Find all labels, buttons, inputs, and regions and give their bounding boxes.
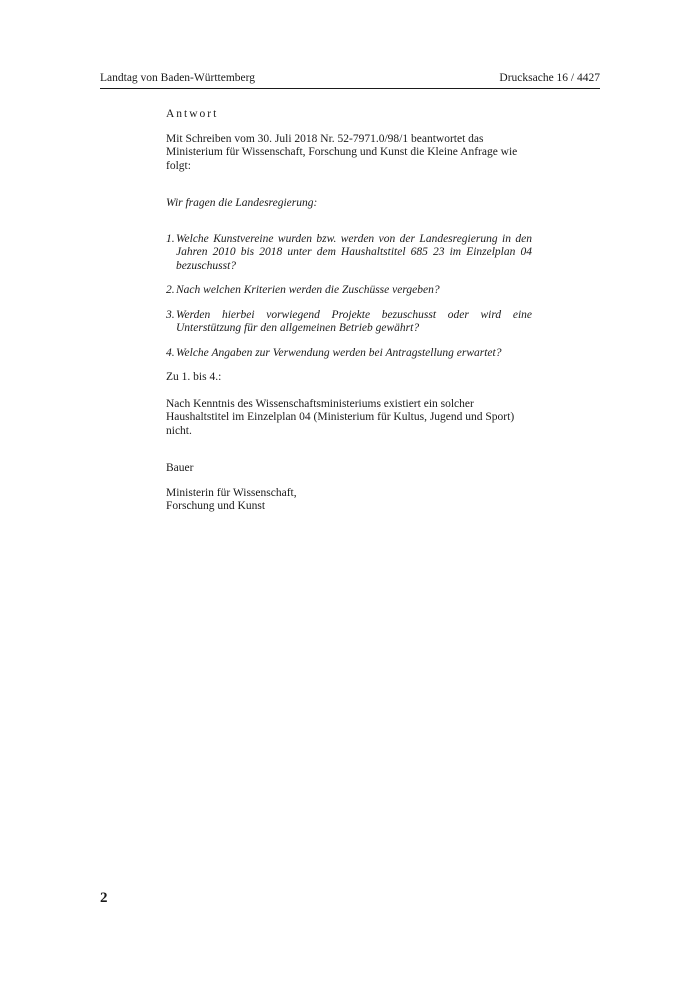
- section-title: Antwort: [166, 108, 219, 120]
- question-item: [166, 233, 532, 274]
- question-number: 3.: [166, 308, 175, 321]
- question-text: Welche Kunstvereine wurden bzw. werden von der Landesregierung in den Jahren 2010 bis 2018 unter dem Haushaltstitel 685 23 im Einzelplan 04 bezuschusst?: [176, 232, 532, 272]
- signature-title-line2: Forschung und Kunst: [166, 500, 266, 512]
- answer-paragraph: Nach Kenntnis des Wissenschaftsministeriums existiert ein solcher Haushaltstitel im Einzelplan 04 (Ministerium für Kultus, Jugend und Sport) nicht.: [166, 397, 515, 437]
- question-text: Nach welchen Kriterien werden die Zuschüsse vergeben?: [176, 284, 440, 296]
- question-item: [166, 309, 532, 336]
- answer-heading: Zu 1. bis 4.:: [166, 371, 222, 383]
- page-header: [100, 70, 600, 89]
- signature-title-line1: Ministerin für Wissenschaft,: [166, 486, 297, 499]
- question-number: 4.: [166, 346, 175, 359]
- question-number: 2.: [166, 284, 175, 296]
- question-number: 1.: [166, 232, 175, 245]
- question-text: Welche Angaben zur Verwendung werden bei Antragstellung erwartet?: [176, 346, 502, 359]
- signature-name: Bauer: [166, 462, 194, 474]
- question-item: [166, 347, 532, 361]
- document-body: [166, 108, 532, 514]
- intro-paragraph: Mit Schreiben vom 30. Juli 2018 Nr. 52-7971.0/98/1 beantwortet das Ministerium für Wissenschaft, Forschung und Kunst die Kleine Anfrage wie folgt:: [166, 132, 518, 172]
- question-lead: Wir fragen die Landesregierung:: [166, 197, 318, 209]
- question-list: [166, 233, 532, 361]
- question-text: Werden hierbei vorwiegend Projekte bezuschusst oder wird eine Unterstützung für den allgemeinen Betrieb gewährt?: [176, 308, 532, 334]
- header-parliament: Landtag von Baden-Württemberg: [100, 72, 255, 84]
- page-number: 2: [100, 890, 108, 906]
- header-document-number: Drucksache 16 / 4427: [499, 72, 600, 84]
- question-item: [166, 284, 532, 298]
